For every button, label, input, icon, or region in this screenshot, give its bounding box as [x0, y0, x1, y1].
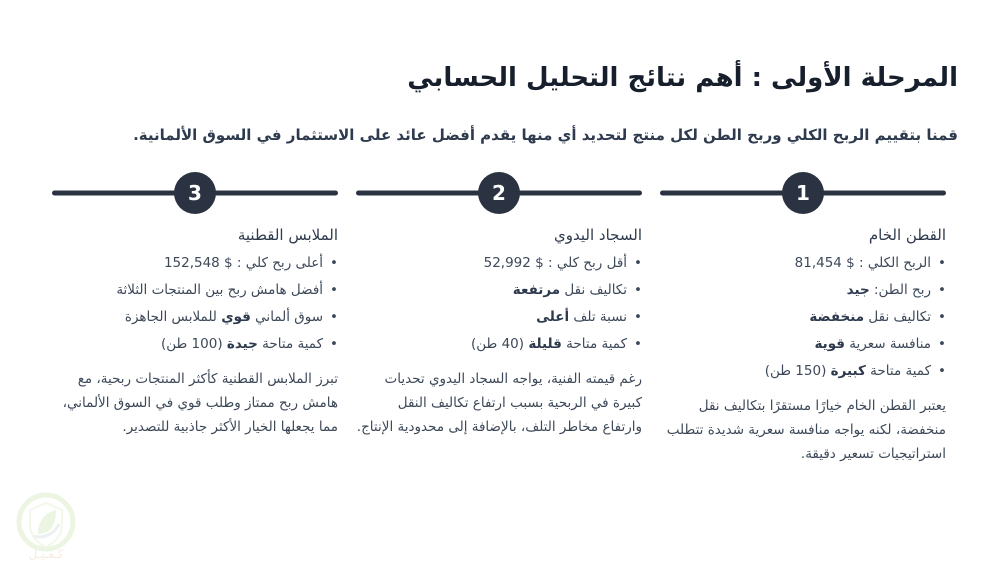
bullet-item: • نسبة تلف أعلى: [356, 304, 642, 331]
column-paragraph: رغم قيمته الفنية، يواجه السجاد اليدوي تحديات كبيرة في الربحية بسبب ارتفاع تكاليف النقل وارتفاع مخاطر التلف، بالإضافة إلى محدودية الإنتاج.: [356, 371, 642, 435]
column-cotton-clothing: [52, 172, 338, 466]
bullet-item: • كمية متاحة جيدة (100 طن): [52, 331, 338, 358]
watermark-ring: [19, 495, 73, 549]
page-title: المرحلة الأولى : أهم نتائج التحليل الحسابي: [407, 63, 958, 93]
step-number-badge: 1: [782, 172, 824, 214]
shield-icon: [30, 503, 62, 547]
bullet-item: • سوق ألماني قوي للملابس الجاهزة: [52, 304, 338, 331]
swoosh-icon: [34, 524, 59, 537]
bullet-item: • منافسة سعرية قوية: [660, 331, 946, 358]
timeline-step-1: [660, 172, 946, 214]
watermark-label: كـفـيـل: [28, 547, 64, 561]
bullet-item: • أعلى ربح كلي : $ 152,548: [52, 250, 338, 277]
bullet-list: [660, 250, 946, 385]
column-title: الملابس القطنية: [237, 226, 338, 244]
bullet-item: • كمية متاحة كبيرة (150 طن): [660, 358, 946, 385]
timeline-step-2: [356, 172, 642, 214]
analysis-columns: [52, 172, 946, 466]
bullet-item: • أقل ربح كلي : $ 52,992: [356, 250, 642, 277]
column-handmade-carpets: [356, 172, 642, 466]
bullet-item: • أفضل هامش ربح بين المنتجات الثلاثة: [52, 277, 338, 304]
column-raw-cotton: [660, 172, 946, 466]
bullet-item: • الربح الكلي : $ 81,454: [660, 250, 946, 277]
bullet-item: • كمية متاحة قليلة (40 طن): [356, 331, 642, 358]
bullet-item: • ربح الطن: جيد: [660, 277, 946, 304]
slide-subtitle: قمنا بتقييم الربح الكلي وربح الطن لكل منتج لتحديد أي منها يقدم أفضل عائد على الاستثمار في السوق الألمانية.: [133, 126, 958, 144]
column-title: السجاد اليدوي: [554, 226, 642, 244]
column-title: القطن الخام: [868, 226, 946, 244]
bullet-item: • تكاليف نقل منخفضة: [660, 304, 946, 331]
bullet-item: • تكاليف نقل مرتفعة: [356, 277, 642, 304]
column-paragraph: يعتبر القطن الخام خيارًا مستقرًا بتكاليف نقل منخفضة، لكنه يواجه منافسة سعرية شديدة تتطلب استراتيجيات تسعير دقيقة.: [666, 398, 946, 462]
timeline-step-3: [52, 172, 338, 214]
bullet-list: [52, 250, 338, 358]
watermark-logo: [2, 490, 90, 562]
column-paragraph: تبرز الملابس القطنية كأكثر المنتجات ربحية، مع هامش ربح ممتاز وطلب قوي في السوق الألماني، مما يجعلها الخيار الأكثر جاذبية للتصدير.: [62, 371, 338, 435]
bullet-list: [356, 250, 642, 358]
slide-header: [0, 0, 1000, 146]
leaf-icon: [38, 510, 56, 534]
step-number-badge: 3: [174, 172, 216, 214]
step-number-badge: 2: [478, 172, 520, 214]
